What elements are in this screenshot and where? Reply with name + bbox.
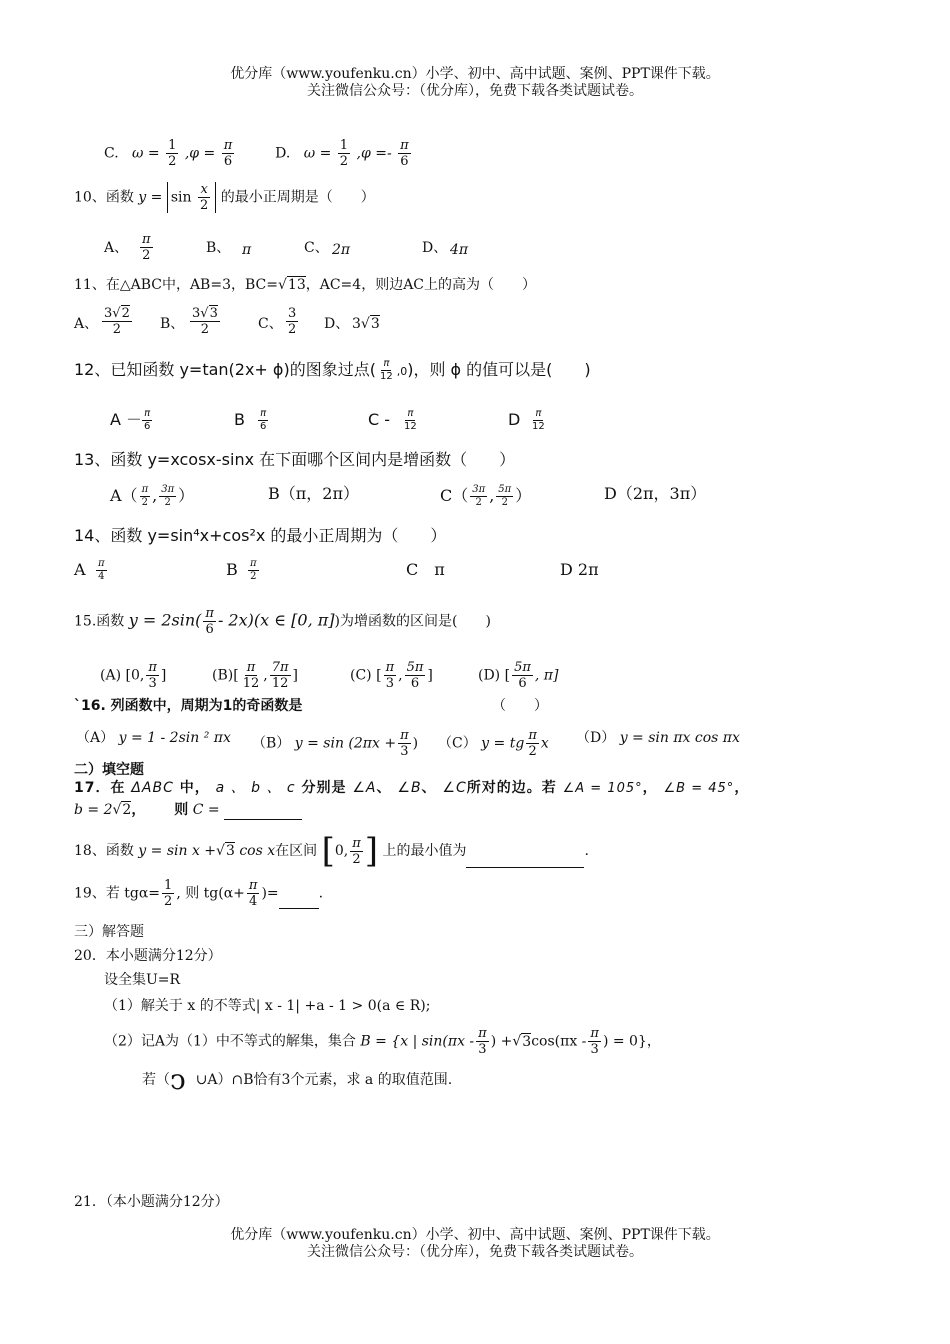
q14-option-a-label: A	[74, 560, 86, 579]
q11-options	[74, 306, 494, 342]
q16-stem	[74, 696, 674, 716]
q18-answer-blank[interactable]	[466, 867, 584, 868]
q9-c-omega: ω =	[132, 145, 160, 162]
q9-c-phi-fraction: $\frac{\pi}{6}$	[223, 138, 233, 169]
q12-option-d-fraction: π 12	[532, 408, 545, 432]
q19-stem: 19、若 tgα= $\frac{1}{2}$ , 则 tg(α+ $\frac{\pi}{4}$ )= .	[74, 878, 324, 909]
q14-stem: 14、函数 y=sin⁴x+cos²x 的最小正周期为（ ）	[74, 526, 447, 545]
q20-line-4: 若（ↄ ∪A）∩B恰有3个元素，求 a 的取值范围.	[142, 1063, 453, 1096]
q11-option-b-fraction: 3√3 2	[192, 306, 218, 337]
q15-options	[100, 650, 660, 694]
q10-option-d-label: D、	[422, 240, 448, 256]
complement-icon: ↄ	[170, 1063, 186, 1096]
q17-answer-blank[interactable]	[224, 819, 302, 820]
q12-point-y: ,0	[396, 365, 408, 378]
q10-stem	[74, 182, 375, 213]
q10-suffix: 的最小正周期是（ ）	[220, 189, 375, 206]
q14-option-a-fraction: π 4	[98, 558, 105, 582]
q16-options	[76, 722, 776, 758]
q11-option-d-label: D、	[324, 316, 350, 332]
q12-options	[110, 408, 570, 444]
q11-option-a-fraction: 3√2 2	[104, 306, 130, 337]
q10-y: y =	[138, 189, 163, 206]
section-2-title: 二）填空题	[74, 762, 144, 778]
q11-text-2: ，AC=4，则边AC上的高为（ ）	[305, 277, 537, 293]
q20-line-3: （2）记A为（1）中不等式的解集，集合 B = {x | sin(πx - $\frac{\pi}{3}$ ) +√3cos(πx - $\frac{\pi}{3}$ ) = 0}，	[104, 1026, 661, 1057]
q13-option-b: B（π，2π）	[268, 484, 359, 503]
q16-option-c: （C） y = tg $\frac{\pi}{2}$ x	[438, 728, 549, 759]
q21-title: 21．（本小题满分12分）	[74, 1194, 229, 1210]
q18-stem: 18、函数 y = sin x +√3 cos x在区间 [0, $\frac{\pi}{2}$ ] 上的最小值为 .	[74, 831, 589, 871]
q12-text-1: 12、已知函数 y=tan(2x+ ϕ)的图象过点(	[74, 360, 376, 379]
q12-option-c-label: C -	[368, 410, 391, 429]
q19-answer-blank[interactable]	[279, 908, 319, 909]
q9-options	[104, 138, 413, 169]
q12-option-d-label: D	[508, 410, 521, 429]
q9-option-c-label: C.	[104, 145, 119, 162]
q10-option-c-label: C、	[304, 240, 329, 256]
q14-option-d: D 2π	[560, 560, 599, 579]
header-line-1: 优分库（www.youfenku.cn）小学、初中、高中试题、案例、PPT课件下载。	[230, 66, 720, 82]
q15-option-b: (B)[ $\frac{\pi}{12}$ , $\frac{7\pi}{12}$ ]	[212, 660, 298, 691]
q9-c-fraction: $\frac{1}{2}$	[168, 138, 177, 169]
q13-stem: 13、函数 y=xcosx-sinx 在下面哪个区间内是增函数（ ）	[74, 450, 516, 469]
footer-line-2: 关注微信公众号：（优分库），免费下载各类试题试卷。	[307, 1244, 643, 1260]
q12-point-fraction: $\frac{\pi}{12}$	[379, 358, 393, 382]
q10-option-b-label: B、	[206, 240, 231, 256]
q9-d-phi: ,φ =-	[356, 145, 392, 162]
q16-text: `16. 列函数中，周期为1的奇函数是	[74, 698, 303, 714]
q12-option-c-fraction: π 12	[404, 408, 417, 432]
q10-option-a-label: A、	[104, 240, 129, 256]
header-line-2: 关注微信公众号：（优分库），免费下载各类试题试卷。	[307, 83, 643, 99]
q16-answer-paren: （ ）	[492, 698, 548, 714]
q11-stem	[74, 275, 536, 295]
q15-stem	[74, 606, 491, 637]
page-header	[0, 66, 950, 100]
q9-c-phi: ,φ =	[184, 145, 216, 162]
q12-text-2: )，则 ϕ 的值可以是( )	[407, 360, 591, 379]
q11-option-c-label: C、	[258, 316, 283, 332]
q9-d-fraction: $\frac{1}{2}$	[339, 138, 349, 169]
q15-expr-1: y = 2sin(	[128, 610, 202, 630]
q14-option-c: C π	[406, 560, 445, 579]
q16-option-b: （B） y = sin (2πx + $\frac{\pi}{3}$ )	[252, 728, 419, 759]
q12-stem	[74, 358, 591, 383]
q11-option-b-label: B、	[160, 316, 185, 332]
q9-d-omega: ω =	[303, 145, 332, 162]
q10-option-d-value: 4π	[450, 242, 469, 258]
q17-stem: 17．在 ΔABC 中， a 、 b 、 c 分别是 ∠A、 ∠B、 ∠C所对的边。若 ∠A = 105°， ∠B = 45°，	[74, 780, 750, 796]
q13-option-d: D（2π，3π）	[604, 484, 707, 503]
page-footer	[0, 1227, 950, 1261]
q11-sqrt-13: √13	[277, 277, 306, 293]
q10-prefix: 10、函数	[74, 189, 134, 206]
q11-option-a-label: A、	[74, 316, 99, 332]
footer-line-1: 优分库（www.youfenku.cn）小学、初中、高中试题、案例、PPT课件下载。	[230, 1227, 720, 1243]
q11-option-c-fraction: 3 2	[288, 306, 297, 337]
q10-option-a-fraction: π 2	[142, 232, 151, 263]
q16-option-d: （D） y = sin πx cos πx	[576, 730, 740, 746]
q20-line-2: （1）解关于 x 的不等式| x - 1| +a - 1 > 0(a ∈ R);	[104, 998, 431, 1014]
q15-fraction: $\frac{\pi}{6}$	[205, 606, 214, 637]
q20-line-1: 设全集U=R	[104, 972, 181, 988]
q14-options	[74, 558, 634, 594]
q14-option-b-fraction: π 2	[250, 558, 257, 582]
q17-stem-2: b = 2√2， 则 C =	[74, 800, 302, 820]
q12-option-a-fraction: π 6	[144, 408, 151, 432]
q9-d-phi-fraction: $\frac{\pi}{6}$	[400, 138, 409, 169]
q13-option-a: A（ $\frac{\pi}{2}$ , $\frac{3\pi}{2}$ ）	[110, 484, 195, 508]
q15-option-c: (C) [ $\frac{\pi}{3}$ , $\frac{5\pi}{6}$ ]	[350, 660, 433, 691]
q15-suffix: )为增函数的区间是( )	[334, 613, 491, 630]
q12-option-b-fraction: π 6	[260, 408, 267, 432]
q12-option-b-label: B	[234, 410, 245, 429]
q12-option-a-label: A －	[110, 410, 143, 429]
q13-option-c: C（ $\frac{3\pi}{2}$ , $\frac{5\pi}{2}$ ）	[440, 484, 532, 508]
q11-option-d-value: 3√3	[352, 316, 380, 332]
q14-option-b-label: B	[226, 560, 238, 579]
q10-abs: sin $\frac{x}{2}$	[167, 182, 216, 213]
q10-option-c-value: 2π	[332, 242, 351, 258]
section-3-title: 三）解答题	[74, 924, 144, 940]
q11-text-1: 11、在△ABC中，AB=3，BC=	[74, 277, 278, 293]
q15-option-a: (A) [0, $\frac{\pi}{3}$ ]	[100, 660, 167, 691]
q9-option-d-label: D.	[275, 145, 291, 162]
q15-expr-2: - 2x)(x ∈ [0, π]	[217, 610, 335, 630]
q16-option-a: （A） y = 1 - 2sin ² πx	[76, 730, 231, 746]
q20-title: 20．本小题满分12分）	[74, 948, 222, 964]
q13-options	[110, 482, 730, 518]
q10-option-b-value: π	[242, 242, 252, 258]
q15-prefix: 15.函数	[74, 613, 125, 630]
q15-option-d: (D) [ $\frac{5\pi}{6}$ , π]	[478, 660, 559, 691]
q10-options	[104, 234, 504, 270]
